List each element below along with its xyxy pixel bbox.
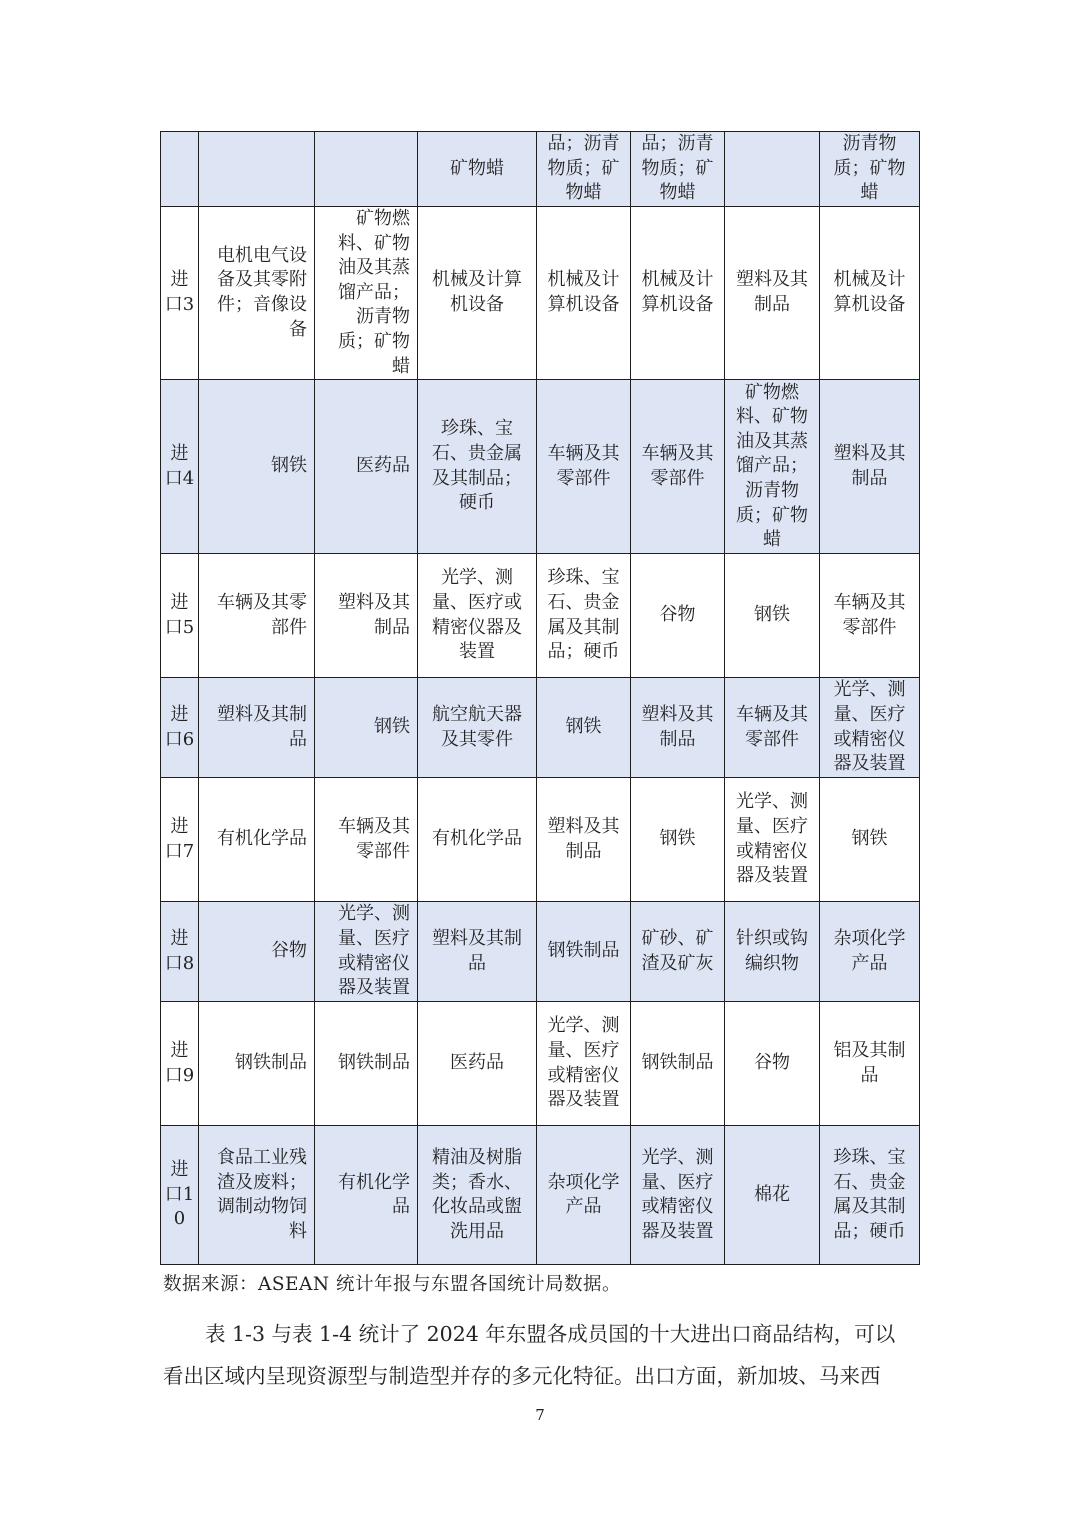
table-cell: 塑料及其制品 xyxy=(199,678,315,778)
table-cell: 钢铁制品 xyxy=(537,902,631,1002)
table-cell: 机械及计算机设备 xyxy=(537,207,631,380)
table-cell: 珍珠、宝石、贵金属及其制品；硬币 xyxy=(537,554,631,678)
table-cell: 塑料及其制品 xyxy=(537,778,631,902)
table-cell: 钢铁 xyxy=(631,778,725,902)
table-cell: 光学、测量、医疗或精密仪器及装置 xyxy=(820,678,920,778)
table-cell xyxy=(315,132,418,207)
table-cell: 机械及计算机设备 xyxy=(631,207,725,380)
table-cell: 光学、测量、医疗或精密仪器及装置 xyxy=(418,554,537,678)
row-label-cell: 进口7 xyxy=(161,778,199,902)
table-cell: 车辆及其零部件 xyxy=(631,380,725,554)
table-cell: 谷物 xyxy=(725,1002,820,1126)
table-cell: 医药品 xyxy=(418,1002,537,1126)
table-cell: 矿物燃料、矿物油及其蒸馏产品；沥青物质；矿物蜡 xyxy=(725,380,820,554)
body-paragraph xyxy=(163,1313,921,1397)
paragraph-line: 看出区域内呈现资源型与制造型并存的多元化特征。出口方面，新加坡、马来西 xyxy=(163,1364,881,1388)
table-cell: 品；沥青物质；矿物蜡 xyxy=(631,132,725,207)
import-goods-table xyxy=(160,131,920,1265)
table-cell: 光学、测量、医疗或精密仪器及装置 xyxy=(631,1126,725,1265)
table-cell: 沥青物质；矿物蜡 xyxy=(820,132,920,207)
table-cell: 矿砂、矿渣及矿灰 xyxy=(631,902,725,1002)
table-cell xyxy=(199,132,315,207)
table-cell: 塑料及其制品 xyxy=(315,554,418,678)
table-row xyxy=(161,778,920,902)
table-row xyxy=(161,902,920,1002)
row-label-cell: 进口6 xyxy=(161,678,199,778)
table-cell: 珍珠、宝石、贵金属及其制品；硬币 xyxy=(820,1126,920,1265)
table-cell xyxy=(725,132,820,207)
paragraph-line: 表 1-3 与表 1-4 统计了 2024 年东盟各成员国的十大进出口商品结构，可以 xyxy=(205,1322,896,1346)
table-cell: 塑料及其制品 xyxy=(418,902,537,1002)
row-label-cell: 进口3 xyxy=(161,207,199,380)
table-cell: 钢铁制品 xyxy=(199,1002,315,1126)
table-cell: 食品工业残渣及废料；调制动物饲料 xyxy=(199,1126,315,1265)
row-label-cell: 进口5 xyxy=(161,554,199,678)
table-cell: 塑料及其制品 xyxy=(725,207,820,380)
table-cell: 光学、测量、医疗或精密仪器及装置 xyxy=(725,778,820,902)
table-cell: 光学、测量、医疗或精密仪器及装置 xyxy=(537,1002,631,1126)
row-label-cell: 进口10 xyxy=(161,1126,199,1265)
table-cell: 钢铁 xyxy=(199,380,315,554)
table-cell: 有机化学品 xyxy=(315,1126,418,1265)
table-cell: 谷物 xyxy=(631,554,725,678)
row-label-cell xyxy=(161,132,199,207)
table-cell: 珍珠、宝石、贵金属及其制品；硬币 xyxy=(418,380,537,554)
table-cell: 钢铁 xyxy=(315,678,418,778)
table-row xyxy=(161,380,920,554)
table-cell: 光学、测量、医疗或精密仪器及装置 xyxy=(315,902,418,1002)
page-number: 7 xyxy=(535,1406,545,1424)
table-cell: 棉花 xyxy=(725,1126,820,1265)
table-cell: 车辆及其零部件 xyxy=(315,778,418,902)
table-cell: 钢铁 xyxy=(725,554,820,678)
data-source-note: 数据来源：ASEAN 统计年报与东盟各国统计局数据。 xyxy=(163,1274,621,1295)
table-cell: 精油及树脂类；香水、化妆品或盥洗用品 xyxy=(418,1126,537,1265)
table-cell: 塑料及其制品 xyxy=(820,380,920,554)
table-cell: 航空航天器及其零件 xyxy=(418,678,537,778)
table-row xyxy=(161,678,920,778)
table-cell: 杂项化学产品 xyxy=(820,902,920,1002)
table-cell: 矿物燃料、矿物油及其蒸馏产品；沥青物质；矿物蜡 xyxy=(315,207,418,380)
table-row xyxy=(161,1126,920,1265)
table-cell: 医药品 xyxy=(315,380,418,554)
table-cell: 谷物 xyxy=(199,902,315,1002)
table-row xyxy=(161,132,920,207)
table-cell: 品；沥青物质；矿物蜡 xyxy=(537,132,631,207)
table-cell: 钢铁制品 xyxy=(631,1002,725,1126)
table-row xyxy=(161,207,920,380)
table-cell: 车辆及其零部件 xyxy=(537,380,631,554)
table-cell: 车辆及其零部件 xyxy=(725,678,820,778)
table-cell: 有机化学品 xyxy=(418,778,537,902)
table-row xyxy=(161,554,920,678)
table-cell: 机械及计算机设备 xyxy=(418,207,537,380)
table-cell: 机械及计算机设备 xyxy=(820,207,920,380)
table-cell: 钢铁制品 xyxy=(315,1002,418,1126)
table-cell: 塑料及其制品 xyxy=(631,678,725,778)
table-cell: 车辆及其零部件 xyxy=(199,554,315,678)
table-cell: 电机电气设备及其零附件；音像设备 xyxy=(199,207,315,380)
row-label-cell: 进口9 xyxy=(161,1002,199,1126)
row-label-cell: 进口4 xyxy=(161,380,199,554)
table-cell: 车辆及其零部件 xyxy=(820,554,920,678)
table-cell: 针织或钩编织物 xyxy=(725,902,820,1002)
table-cell: 铝及其制品 xyxy=(820,1002,920,1126)
table-cell: 有机化学品 xyxy=(199,778,315,902)
row-label-cell: 进口8 xyxy=(161,902,199,1002)
table-cell: 矿物蜡 xyxy=(418,132,537,207)
table-cell: 钢铁 xyxy=(537,678,631,778)
table-row xyxy=(161,1002,920,1126)
table-cell: 钢铁 xyxy=(820,778,920,902)
table-cell: 杂项化学产品 xyxy=(537,1126,631,1265)
